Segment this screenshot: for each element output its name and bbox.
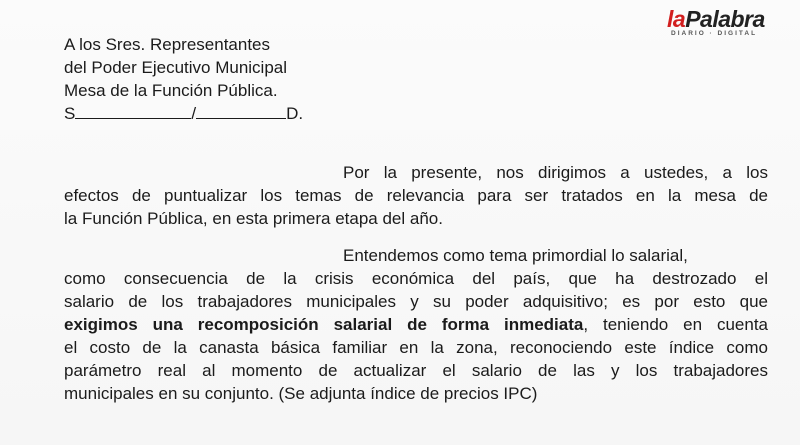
paragraph-2-line-7: municipales en su conjunto. (Se adjunta índice de precios IPC) <box>64 384 538 403</box>
la-palabra-logo <box>667 8 777 40</box>
blank-line-2 <box>196 103 286 119</box>
salutation-line <box>64 103 303 124</box>
bold-demand: exigimos una recomposición salarial de forma inmediata <box>64 315 584 334</box>
address-line-2: del Poder Ejecutivo Municipal <box>64 58 288 77</box>
logo-la-text: la <box>667 6 686 32</box>
paragraph-1-line-2: efectos de puntualizar los temas de relevancia para ser tratados en la mesa de <box>64 186 768 205</box>
salutation-start: S <box>64 104 76 123</box>
paragraph-2-line-5: el costo de la canasta básica familiar en la zona, reconociendo este índice como <box>64 338 768 357</box>
address-line-1: A los Sres. Representantes <box>64 35 271 54</box>
paragraph-2-line-6: parámetro real al momento de actualizar el salario de las y los trabajadores <box>64 361 768 380</box>
logo-palabra-text: Palabra <box>685 6 765 32</box>
paragraph-2-line-3: salario de los trabajadores municipales y su poder adquisitivo; es por esto que <box>64 292 768 311</box>
salutation-slash: / <box>191 104 197 123</box>
logo-subtitle: DIARIO · DIGITAL <box>671 30 758 37</box>
address-line-3: Mesa de la Función Pública. <box>64 81 278 100</box>
paragraph-2-line-2: como consecuencia de la crisis económica del país, que ha destrozado el <box>64 269 768 288</box>
paragraph-1-line-3: la Función Pública, en esta primera etapa del año. <box>64 209 443 228</box>
blank-line-1 <box>75 103 191 119</box>
paragraph-2-line-4 <box>64 315 768 335</box>
paragraph-2-line-1: Entendemos como tema primordial lo salarial, <box>343 246 688 265</box>
paragraph-1-line-1: Por la presente, nos dirigimos a ustedes, a los <box>343 163 768 182</box>
salutation-end: D. <box>286 104 304 123</box>
paragraph-2-line-4-rest: , teniendo en cuenta <box>583 315 769 334</box>
